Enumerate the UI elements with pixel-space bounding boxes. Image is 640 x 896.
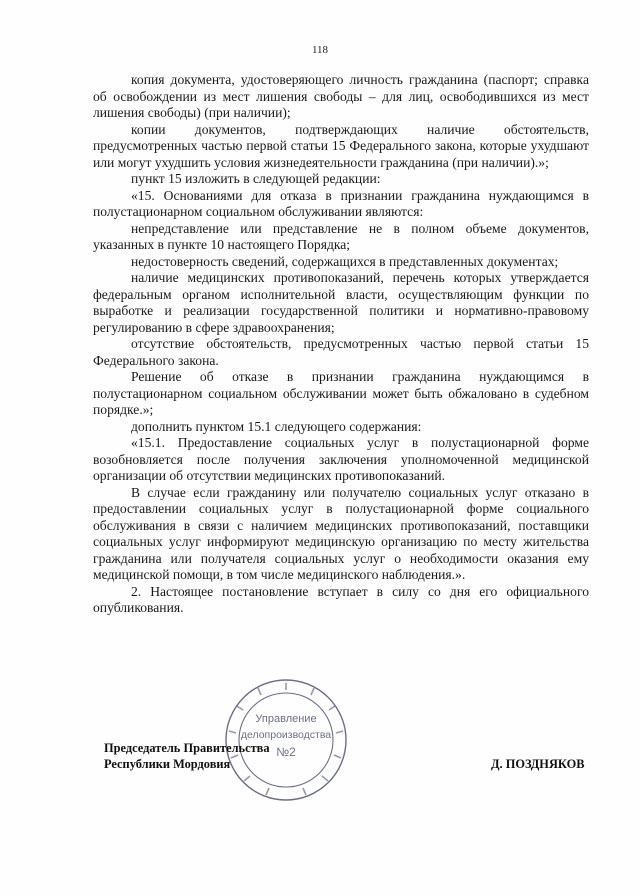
signatory-title-line-1: Председатель Правительства <box>104 741 270 755</box>
paragraph-refusal-case: В случае если гражданину или получателю социальных услуг отказано в предоставлении социальных услуг в полустационарной форме социального обслуживания в связи с наличием медицинских противопоказаний, поставщики социальных услуг информируют медицинскую организацию по месту жительства гражданина или получателя социальных услуг о необходимости оказания ему медицинской помощи, в том числе медицинского наблюдения.». <box>93 484 589 582</box>
paragraph-point-15: «15. Основаниями для отказа в признании гражданина нуждающимся в полустационарном социальном обслуживании являются: <box>93 187 589 219</box>
paragraph-appeal: Решение об отказе в признании гражданина нуждающимся в полустационарном социальном обслуживании может быть обжаловано в судебном порядке.»; <box>93 369 589 417</box>
signatory-title <box>104 740 270 772</box>
paragraph-documents-copy: копии документов, подтверждающих наличие обстоятельств, предусмотренных частью первой статьи 15 Федерального закона, которые ухудшают или могут ухудшить условия жизнедеятельности гражданина (при наличии).»; <box>93 121 589 170</box>
paragraph-nonsubmission: непредставление или представление не в полном объеме документов, указанных в пункте 10 настоящего Порядка; <box>93 220 589 252</box>
signatory-name: Д. ПОЗДНЯКОВ <box>491 757 585 771</box>
page-number: 118 <box>311 44 329 56</box>
document-body <box>93 72 589 617</box>
stamp-line-1: Управление <box>255 713 317 725</box>
paragraph-point-15-1-intro: дополнить пунктом 15.1 следующего содержания: <box>131 418 422 434</box>
signatory-title-line-2: Республики Мордовия <box>104 757 231 771</box>
paragraph-contraindications: наличие медицинских противопоказаний, перечень которых утверждается федеральным органом исполнительной власти, осуществляющим функции по выработке и реализации государственной политики и нормативно-правовому регулированию в сфере здравоохранения; <box>93 270 589 335</box>
paragraph-inaccuracy: недостоверность сведений, содержащихся в представленных документах; <box>131 253 559 269</box>
paragraph-effective-date: 2. Настоящее постановление вступает в силу со дня его официального опубликования. <box>93 583 589 615</box>
stamp-line-3: №2 <box>276 745 296 759</box>
paragraph-point-15-intro: пункт 15 изложить в следующей редакции: <box>131 171 381 186</box>
paragraph-passport-copy: копия документа, удостоверяющего личность гражданина (паспорт; справка об освобождении из мест лишения свободы – для лиц, освободившихся из мест лишения свободы) (при наличии); <box>93 72 589 120</box>
paragraph-point-15-1: «15.1. Предоставление социальных услуг в полустационарной форме возобновляется после получения заключения уполномоченной медицинской организации об отсутствии медицинских противопоказаний. <box>93 435 589 483</box>
paragraph-absence-circumstances: отсутствие обстоятельств, предусмотренных частью первой статьи 15 Федерального закона. <box>93 336 589 368</box>
stamp-line-2: делопроизводства <box>240 729 332 741</box>
